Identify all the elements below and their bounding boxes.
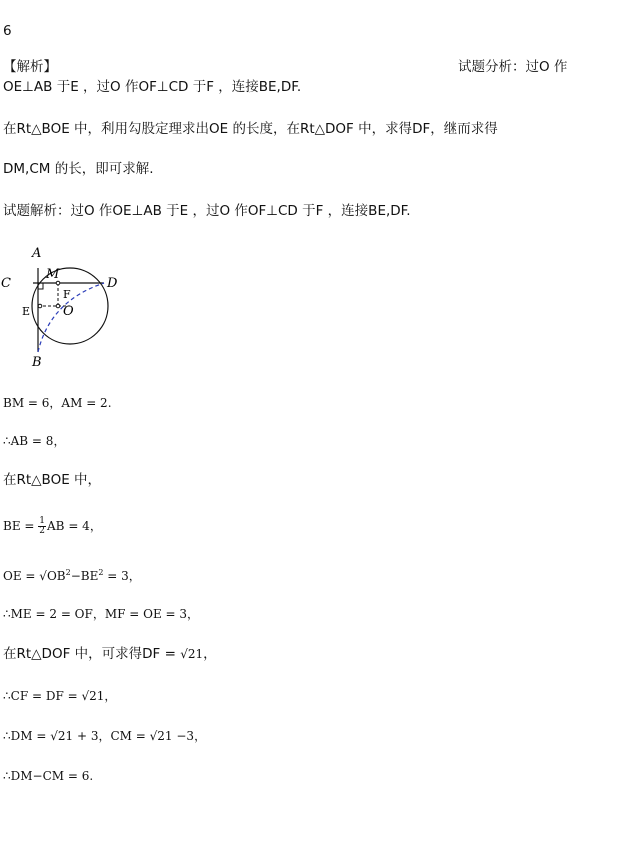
analysis-heading: 【解析】: [3, 59, 57, 75]
eq4-prefix: BE =: [3, 519, 35, 533]
eq7-suffix: ，: [203, 646, 217, 662]
eq9-root1: √21: [50, 729, 74, 743]
equation-2: ∴AB = 8，: [3, 434, 66, 448]
solution-line-1: 试题解析：过O 作OE⊥AB 于E ，过O 作OF⊥CD 于F ，连接BE,DF.: [3, 203, 411, 219]
eq4-suffix: AB = 4，: [47, 519, 102, 533]
eq5-prefix: OE =: [3, 569, 36, 583]
label-a: A: [32, 246, 42, 261]
eq9-prefix: ∴DM =: [3, 729, 51, 743]
equation-6: ∴ME = 2 = OF，MF = OE = 3，: [3, 607, 200, 621]
analysis-line-1: OE⊥AB 于E ，过O 作OF⊥CD 于F ，连接BE,DF.: [3, 79, 302, 95]
equation-8: [3, 687, 116, 705]
eq7-root: √21: [180, 647, 204, 661]
point-o: [56, 304, 60, 308]
label-o: O: [63, 304, 74, 319]
eq5-ob: OB: [46, 569, 66, 583]
sqrt-symbol: √: [39, 569, 47, 583]
eq8-suffix: ，: [104, 689, 117, 703]
eq8-prefix: ∴CF = DF =: [3, 689, 82, 703]
fraction-numerator: 1: [39, 516, 46, 526]
analysis-line-2: 在Rt△BOE 中，利用勾股定理求出OE 的长度，在Rt△DOF 中，求得DF，继而求得: [3, 121, 498, 137]
eq5-exp2: 2: [98, 568, 104, 577]
answer-text: 6: [3, 23, 12, 39]
fraction: [38, 517, 46, 536]
equation-5: [3, 564, 141, 585]
eq5-be: −BE: [70, 569, 99, 583]
label-c: C: [1, 276, 11, 291]
eq9-mid: + 3，CM =: [73, 729, 150, 743]
fraction-denominator: 2: [39, 526, 46, 536]
label-e: E: [22, 305, 31, 318]
equation-10: ∴DM−CM = 6.: [3, 769, 94, 783]
point-e: [38, 304, 42, 308]
eq5-suffix: = 3，: [103, 569, 141, 583]
equation-1: BM = 6，AM = 2.: [3, 396, 112, 410]
analysis-intro: 试题分析：过O 作: [458, 59, 568, 75]
analysis-line-3: DM,CM 的长，即可求解.: [3, 161, 154, 177]
eq9-root2: √21: [149, 729, 173, 743]
equation-9: [3, 727, 206, 745]
equation-4: [3, 517, 102, 536]
label-d: D: [107, 276, 118, 291]
eq7-prefix: 在Rt△DOF 中，可求得DF =: [3, 646, 181, 662]
eq5-exp1: 2: [65, 568, 71, 577]
label-b: B: [32, 355, 42, 370]
eq9-suffix: −3，: [172, 729, 207, 743]
label-f: F: [63, 288, 71, 301]
label-m: M: [46, 267, 60, 282]
equation-3: 在Rt△BOE 中，: [3, 472, 102, 488]
geometry-figure: [0, 243, 130, 373]
eq8-root: √21: [81, 689, 105, 703]
equation-7: [3, 645, 217, 663]
